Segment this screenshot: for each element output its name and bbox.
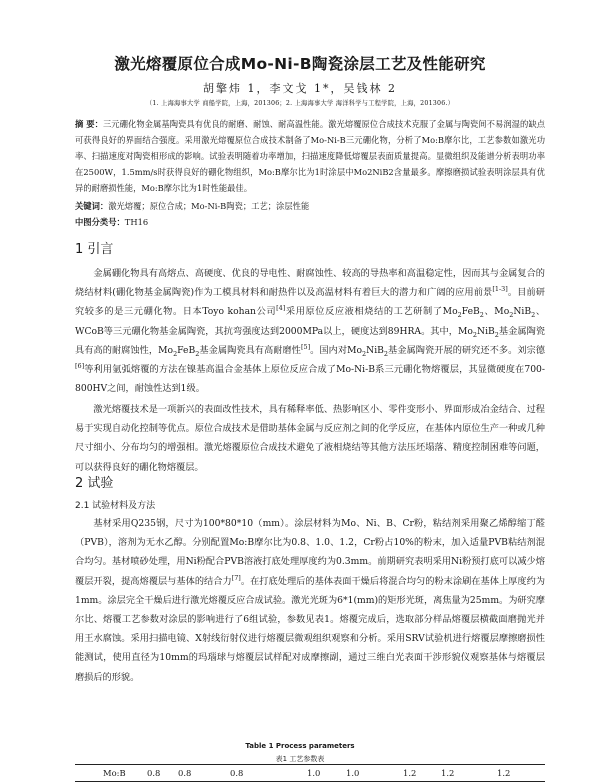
table-row-label: Mo:B: [103, 768, 126, 778]
text-run: 等利用氩弧熔覆的方法在镍基高温合金基体上原位反应合成了Mo-Ni-B系三元硼化物熔覆层，其显微硬度在700-800HV之间，耐蚀性达到1级。: [75, 364, 545, 395]
intro-paragraph-1: [75, 264, 545, 398]
section-2-heading: 2 试验: [75, 476, 114, 491]
citation: [1-3]: [492, 285, 508, 294]
text-run: 。目前研究较多的是三元硼化物。日本Toyo kohan公司: [75, 287, 545, 318]
table-cell: 1.2: [441, 768, 455, 778]
intro-paragraph-2: 激光熔覆技术是一项新兴的表面改性技术，具有稀释率低、热影响区小、零件变形小、界面形成冶金结合、过程易于实现自动化控制等优点。原位合成技术是借助基体金属与反应剂之间的化学反应，在基体内原位生产一种或几种尺寸细小、分布均匀的增强相。激光熔覆原位合成技术避免了液相烧结等其他方法压坯塌落、精度控制困难等问题，可以获得良好的硼化物熔覆层。: [75, 404, 545, 473]
subscript: 2: [472, 330, 478, 339]
text-run: NiB: [366, 344, 384, 356]
citation: [4]: [276, 304, 286, 313]
text-run: 基金属陶瓷具有高耐磨性: [199, 344, 301, 356]
text-run: 基金属陶瓷开展的研究还不多。刘宗德: [388, 344, 545, 356]
subscript: 2: [509, 311, 514, 320]
citation: [6]: [75, 361, 85, 370]
text-run: 。在打底处理后的基体表面干燥后将混合均匀的粉末涂刷在基体上厚度约为1mm。涂层完全干燥后进行激光熔覆反应合成试验。激光光斑为6*1(mm)的矩形光斑，离焦量为25mm。为研究摩尔比、熔覆工艺参数对涂层的影响进行了6组试验，参数见表1。熔覆完成后，选取部分样品熔覆层横截面磨抛光并用王水腐蚀。采用扫描电镜、X射线衍射仪进行熔覆层微观组织观察和分析。采用SRV试验机进行熔覆层摩擦磨损性能测试，使用直径为10mm的玛瑙球与熔覆层试样配对成摩擦副，通过三维白光表面干涉形貌仪观察基体与熔覆层磨损后的形貌。: [75, 575, 546, 683]
methods-paragraph: [75, 514, 545, 687]
table-caption-zh: 表1 工艺参数表: [275, 755, 325, 763]
text-run: 基金属陶瓷具有高的耐腐蚀性，Mo: [75, 325, 546, 356]
subscript: 2: [173, 349, 178, 358]
subscript: 2: [531, 311, 536, 320]
subscript: 2: [457, 311, 462, 320]
text-run: FeB: [177, 344, 196, 356]
keywords-block: [75, 198, 545, 214]
text-run: 基材采用Q235钢，尺寸为100*80*10（mm）。涂层材料为Mo、Ni、B、Cr粉，粘结剂采用聚乙烯醇缩丁醛（PVB），溶剂为无水乙醇。分别配置Mo:B摩尔比为0.8、1.0、1.2，Cr粉占10%的粉末，加入适量PVB粘结剂混合均匀。基材喷砂处理，用Ni粉配合PVB溶液打底处理厚度约为0.3mm。前期研究表明采用Ni粉预打底可以减少熔覆层开裂，提高熔覆层与基体的结合力: [75, 518, 545, 587]
table-cell: 1.2: [403, 768, 417, 778]
subscript: 2: [383, 349, 388, 358]
keywords-text: 激光熔覆；原位合成；Mo-Ni-B陶瓷；工艺；涂层性能: [108, 201, 310, 211]
citation: [5]: [300, 342, 311, 351]
author-line: 胡擎炜 1，李文戈 1*，吴钱林 2: [203, 82, 397, 95]
text-run: 、WCoB等三元硼化物基金属陶瓷，其抗弯强度达到2000MPa以上，硬度达到89HRA。其中，Mo: [75, 306, 545, 337]
table-cell: 0.8: [147, 768, 161, 778]
table-caption-en: Table 1 Process parameters: [245, 742, 355, 750]
table-cell: 0.8: [178, 768, 192, 778]
text-run: 。国内对Mo: [310, 344, 363, 356]
clc-code: TH16: [124, 217, 149, 227]
text-run: 金属硼化物具有高熔点、高硬度、优良的导电性、耐腐蚀性、较高的导热率和高温稳定性，因而其与金属复合的烧结材料(硼化物基金属陶瓷)作为工模具材料和耐热件以及高温材料有着巨大的潜力和广阔的应用前景: [75, 268, 545, 299]
text-run: 采用原位反应液相烧结的工艺研制了Mo: [285, 306, 458, 318]
abstract-label: 摘 要：: [75, 119, 103, 129]
text-run: FeB: [461, 306, 480, 318]
keywords-label: 关键词：: [75, 201, 109, 211]
text-run: NiB: [513, 306, 532, 318]
subscript: 2: [195, 349, 200, 358]
subscript: 2: [494, 330, 499, 339]
clc-block: [75, 214, 545, 230]
subscript: 2: [362, 349, 367, 358]
citation: [7]: [231, 573, 241, 582]
text-run: 、Mo: [483, 306, 510, 318]
table-cell: 1.0: [307, 768, 321, 778]
section-1-heading: 1 引言: [75, 242, 114, 257]
abstract-block: [75, 116, 545, 196]
affiliation-line: （1. 上海海事大学 商船学院，上海，201306；2. 上海海事大学 海洋科学与工程学院，上海，201306.）: [145, 100, 455, 107]
table-cell: 0.8: [230, 768, 244, 778]
text-run: NiB: [477, 325, 495, 337]
table-top-rule: [75, 764, 545, 765]
subscript: 2: [479, 311, 484, 320]
section-2-1-heading: 2.1 试验材料及方法: [75, 501, 156, 511]
paper-title: 激光熔覆原位合成Mo-Ni-B陶瓷涂层工艺及性能研究: [114, 55, 486, 73]
table-cell: 1.0: [346, 768, 360, 778]
clc-label: 中图分类号：: [75, 217, 125, 227]
abstract-text: 三元硼化物金属基陶瓷具有优良的耐磨、耐蚀、耐高温性能。激光熔覆原位合成技术克服了金属与陶瓷间不易润湿的缺点可获得良好的界面结合强度。采用激光熔覆原位合成技术制备了Mo-Ni-B三元硼化物，分析了Mo:B摩尔比，工艺参数如激光功率、扫描速度对陶瓷相形成的影响。试验表明随着功率增加，扫描速度降低熔覆层表面质量提高。显微组织及能谱分析表明功率在2500W，1.5mm/s时获得良好的硼化物组织，Mo:B摩尔比为1时涂层中Mo2NiB2含量最多。摩擦磨损试验表明涂层具有优异的耐磨损性能，Mo:B摩尔比为1时性能最佳。: [75, 119, 546, 193]
table-cell: 1.2: [497, 768, 511, 778]
